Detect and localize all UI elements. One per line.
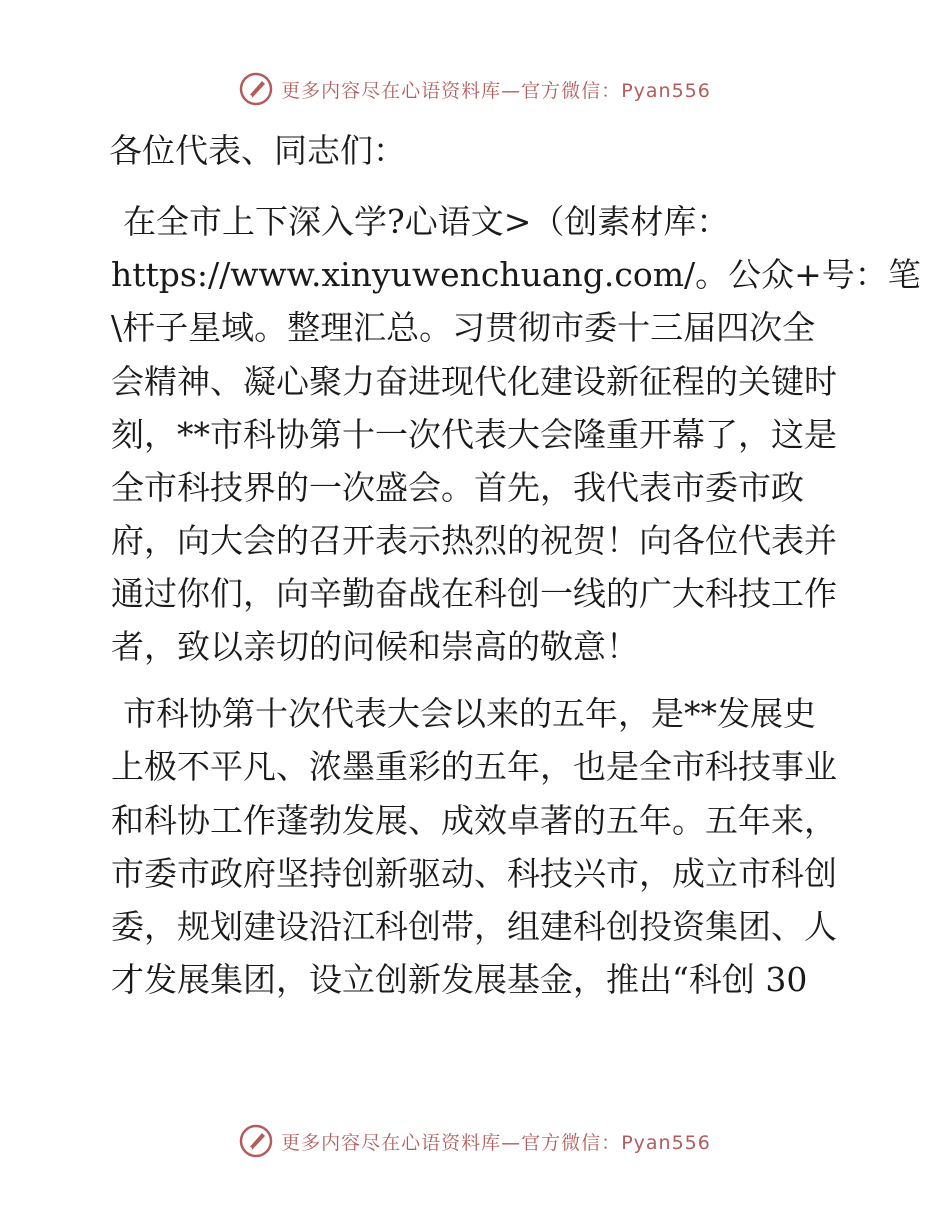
text-line: 委，规划建设沿江科创带，组建科创投资集团、人 xyxy=(111,906,837,946)
text-line: 全市科技界的一次盛会。首先，我代表市委市政 xyxy=(111,467,804,507)
text-line: 通过你们，向辛勤奋战在科创一线的广大科技工作 xyxy=(111,574,837,613)
text-line: 会精神、凝心聚力奋进现代化建设新征程的关键时 xyxy=(111,361,837,401)
salutation: 各位代表、同志们： xyxy=(109,131,406,170)
text-line: 刻，**市科协第十一次代表大会隆重开幕了，这是 xyxy=(111,414,837,454)
watermark-wechat-label: 官方微信： xyxy=(521,1131,622,1154)
header-watermark xyxy=(0,72,950,106)
text-line: 市科协第十次代表大会以来的五年，是**发展史 xyxy=(123,694,816,734)
text-line: 者，致以亲切的问候和崇高的敬意！ xyxy=(111,627,639,667)
text-line: \杆子星域。整理汇总。习贯彻市委十三届四次全 xyxy=(111,308,816,348)
watermark-separator: — xyxy=(501,79,522,102)
text-line: 和科协工作蓬勃发展、成效卓著的五年。五年来， xyxy=(111,800,837,840)
text-line: 市委市政府坚持创新驱动、科技兴市，成立市科创 xyxy=(111,853,837,893)
text-line: 才发展集团，设立创新发展基金，推出“科创 30 xyxy=(111,959,808,999)
text-line: 府，向大会的召开表示热烈的祝贺！向各位代表并 xyxy=(111,520,837,560)
text-line: 上极不平凡、浓墨重彩的五年，也是全市科技事业 xyxy=(111,747,837,787)
footer-watermark xyxy=(0,1124,950,1158)
paragraph-2 xyxy=(97,687,852,1006)
quill-pen-icon xyxy=(239,1124,273,1158)
watermark-wechat-id: Pyan556 xyxy=(621,79,711,102)
watermark-main-text: 更多内容尽在心语资料库 xyxy=(281,79,502,102)
watermark-main-text: 更多内容尽在心语资料库 xyxy=(281,1131,502,1154)
paragraph-1 xyxy=(97,195,921,673)
document-body xyxy=(97,124,921,1020)
watermark-separator: — xyxy=(501,1131,522,1154)
text-line: https://www.xinyuwenchuang.com/。公众+号：笔 xyxy=(111,255,921,295)
watermark-wechat-label: 官方微信： xyxy=(521,79,622,102)
watermark-wechat-id: Pyan556 xyxy=(621,1131,711,1154)
quill-pen-icon xyxy=(239,72,273,106)
text-line: 在全市上下深入学?心语文>（创素材库： xyxy=(123,202,730,242)
